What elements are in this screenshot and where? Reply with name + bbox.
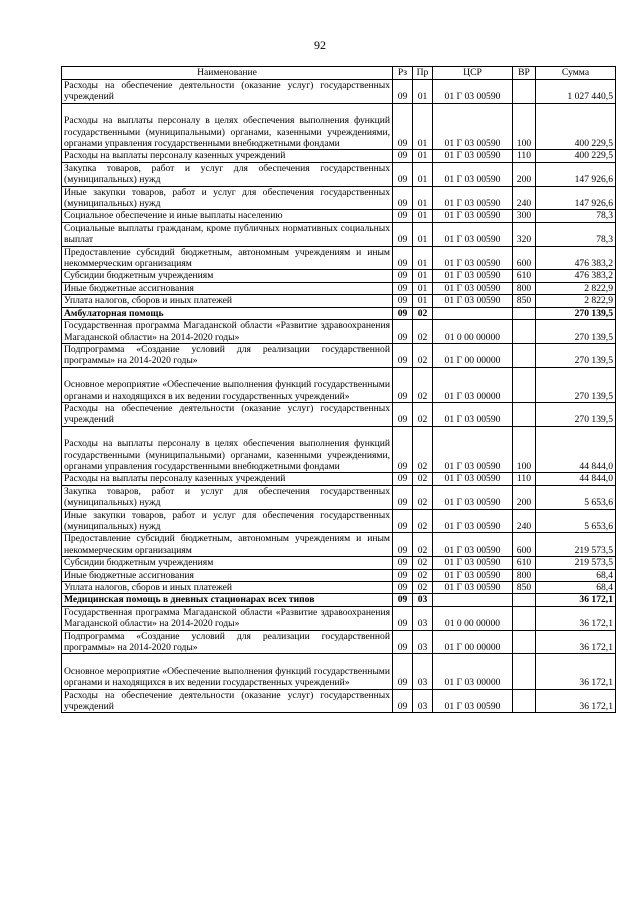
cell-pr: 02 — [413, 581, 433, 593]
page-number: 92 — [314, 38, 326, 52]
table-row — [62, 569, 616, 581]
table-row — [62, 282, 616, 294]
cell-pr: 01 — [413, 246, 433, 270]
cell-rz: 09 — [393, 426, 413, 473]
cell-pr: 02 — [413, 320, 433, 344]
table-row — [62, 320, 616, 344]
cell-name: Расходы на обеспечение деятельности (оказание услуг) государственных учреждений — [62, 689, 393, 713]
cell-csr: 01 Г 03 00590 — [433, 485, 513, 509]
cell-sum: 476 383,2 — [536, 270, 616, 282]
cell-csr: 01 Г 03 00000 — [433, 367, 513, 402]
cell-rz: 09 — [393, 509, 413, 533]
cell-vr: 600 — [513, 246, 536, 270]
cell-sum: 270 139,5 — [536, 307, 616, 319]
header-rz: Рз — [393, 67, 413, 80]
cell-vr: 110 — [513, 150, 536, 162]
cell-sum: 219 573,5 — [536, 557, 616, 569]
cell-pr: 01 — [413, 222, 433, 246]
cell-rz: 09 — [393, 594, 413, 606]
cell-name: Закупка товаров, работ и услуг для обеспечения государственных (муниципальных) нужд — [62, 485, 393, 509]
table-header-row — [62, 67, 616, 80]
cell-name: Государственная программа Магаданской области «Развитие здравоохранения Магаданской области» на 2014-2020 годы» — [62, 320, 393, 344]
cell-name: Социальное обеспечение и иные выплаты населению — [62, 210, 393, 222]
cell-sum: 270 139,5 — [536, 320, 616, 344]
table-row — [62, 80, 616, 104]
cell-rz: 09 — [393, 320, 413, 344]
table-row — [62, 222, 616, 246]
table-row — [62, 270, 616, 282]
cell-name: Медицинская помощь в дневных стационарах всех типов — [62, 594, 393, 606]
header-name: Наименование — [62, 67, 393, 80]
cell-csr — [433, 307, 513, 319]
cell-csr: 01 Г 03 00590 — [433, 295, 513, 307]
cell-name: Иные закупки товаров, работ и услуг для обеспечения государственных (муниципальных) нужд — [62, 186, 393, 210]
cell-vr: 850 — [513, 581, 536, 593]
cell-sum: 400 229,5 — [536, 150, 616, 162]
cell-vr: 200 — [513, 162, 536, 186]
cell-rz: 09 — [393, 473, 413, 485]
cell-sum: 219 573,5 — [536, 533, 616, 557]
cell-name: Расходы на обеспечение деятельности (оказание услуг) государственных учреждений — [62, 80, 393, 104]
cell-csr: 01 0 00 00000 — [433, 320, 513, 344]
table-row — [62, 103, 616, 150]
cell-name: Социальные выплаты гражданам, кроме публичных нормативных социальных выплат — [62, 222, 393, 246]
cell-csr: 01 Г 03 00590 — [433, 210, 513, 222]
cell-pr: 02 — [413, 509, 433, 533]
cell-sum: 36 172,1 — [536, 630, 616, 654]
cell-name: Амбулаторная помощь — [62, 307, 393, 319]
cell-csr: 01 Г 03 00590 — [433, 80, 513, 104]
cell-csr: 01 Г 03 00590 — [433, 557, 513, 569]
header-vr: ВР — [513, 67, 536, 80]
cell-vr: 240 — [513, 509, 536, 533]
cell-csr: 01 Г 03 00590 — [433, 162, 513, 186]
cell-sum: 400 229,5 — [536, 103, 616, 150]
table-row — [62, 473, 616, 485]
cell-name: Уплата налогов, сборов и иных платежей — [62, 295, 393, 307]
cell-vr — [513, 654, 536, 689]
cell-name: Основное мероприятие «Обеспечение выполнения функций государственными органами и находящихся в их ведении государственных учреждений» — [62, 654, 393, 689]
cell-csr: 01 Г 00 00000 — [433, 343, 513, 367]
table-row — [62, 581, 616, 593]
cell-vr: 100 — [513, 426, 536, 473]
cell-name: Иные бюджетные ассигнования — [62, 282, 393, 294]
cell-csr: 01 Г 03 00590 — [433, 150, 513, 162]
cell-vr — [513, 320, 536, 344]
cell-csr: 01 Г 03 00590 — [433, 473, 513, 485]
cell-name: Расходы на обеспечение деятельности (оказание услуг) государственных учреждений — [62, 402, 393, 426]
cell-vr: 610 — [513, 557, 536, 569]
cell-rz: 09 — [393, 689, 413, 713]
cell-sum: 44 844,0 — [536, 473, 616, 485]
cell-vr: 300 — [513, 210, 536, 222]
table-row — [62, 485, 616, 509]
table-row — [62, 150, 616, 162]
cell-name: Иные бюджетные ассигнования — [62, 569, 393, 581]
cell-pr: 01 — [413, 270, 433, 282]
table-row — [62, 307, 616, 319]
table-body — [62, 80, 616, 713]
cell-vr — [513, 402, 536, 426]
cell-name: Предоставление субсидий бюджетным, автономным учреждениям и иным некоммерческим организациям — [62, 246, 393, 270]
table-row — [62, 367, 616, 402]
cell-vr — [513, 307, 536, 319]
cell-vr: 800 — [513, 569, 536, 581]
table-row — [62, 594, 616, 606]
cell-pr: 02 — [413, 426, 433, 473]
cell-pr: 03 — [413, 654, 433, 689]
header-sum: Сумма — [536, 67, 616, 80]
cell-csr: 01 Г 03 00590 — [433, 246, 513, 270]
cell-csr: 01 Г 03 00590 — [433, 426, 513, 473]
cell-vr: 610 — [513, 270, 536, 282]
cell-sum: 5 653,6 — [536, 509, 616, 533]
cell-pr: 02 — [413, 367, 433, 402]
cell-rz: 09 — [393, 557, 413, 569]
table-row — [62, 186, 616, 210]
header-pr: Пр — [413, 67, 433, 80]
cell-sum: 2 822,9 — [536, 282, 616, 294]
table-row — [62, 654, 616, 689]
cell-rz: 09 — [393, 270, 413, 282]
cell-sum: 44 844,0 — [536, 426, 616, 473]
cell-name: Основное мероприятие «Обеспечение выполнения функций государственными органами и находящихся в их ведении государственных учреждений» — [62, 367, 393, 402]
cell-vr: 100 — [513, 103, 536, 150]
cell-sum: 270 139,5 — [536, 367, 616, 402]
cell-sum: 78,3 — [536, 222, 616, 246]
cell-name: Расходы на выплаты персоналу казенных учреждений — [62, 473, 393, 485]
cell-rz: 09 — [393, 606, 413, 630]
cell-pr: 02 — [413, 343, 433, 367]
cell-name: Субсидии бюджетным учреждениям — [62, 270, 393, 282]
cell-vr — [513, 606, 536, 630]
cell-vr: 320 — [513, 222, 536, 246]
cell-rz: 09 — [393, 654, 413, 689]
cell-pr: 02 — [413, 569, 433, 581]
table-row — [62, 689, 616, 713]
cell-vr — [513, 594, 536, 606]
cell-csr: 01 Г 03 00590 — [433, 222, 513, 246]
cell-name: Предоставление субсидий бюджетным, автономным учреждениям и иным некоммерческим организациям — [62, 533, 393, 557]
cell-rz: 09 — [393, 186, 413, 210]
cell-csr: 01 Г 03 00590 — [433, 689, 513, 713]
cell-csr: 01 Г 03 00590 — [433, 402, 513, 426]
cell-rz: 09 — [393, 150, 413, 162]
cell-rz: 09 — [393, 569, 413, 581]
cell-sum: 147 926,6 — [536, 162, 616, 186]
cell-sum: 270 139,5 — [536, 402, 616, 426]
cell-csr: 01 0 00 00000 — [433, 606, 513, 630]
cell-rz: 09 — [393, 343, 413, 367]
cell-rz: 09 — [393, 103, 413, 150]
cell-rz: 09 — [393, 630, 413, 654]
cell-rz: 09 — [393, 246, 413, 270]
cell-rz: 09 — [393, 533, 413, 557]
cell-sum: 36 172,1 — [536, 606, 616, 630]
cell-name: Субсидии бюджетным учреждениям — [62, 557, 393, 569]
cell-rz: 09 — [393, 210, 413, 222]
cell-rz: 09 — [393, 485, 413, 509]
cell-vr — [513, 630, 536, 654]
cell-pr: 01 — [413, 210, 433, 222]
cell-csr: 01 Г 03 00590 — [433, 282, 513, 294]
cell-name: Расходы на выплаты персоналу казенных учреждений — [62, 150, 393, 162]
cell-csr: 01 Г 03 00000 — [433, 654, 513, 689]
cell-sum: 36 172,1 — [536, 689, 616, 713]
cell-rz: 09 — [393, 402, 413, 426]
cell-pr: 03 — [413, 630, 433, 654]
cell-pr: 01 — [413, 282, 433, 294]
table-row — [62, 426, 616, 473]
cell-csr — [433, 594, 513, 606]
cell-sum: 5 653,6 — [536, 485, 616, 509]
cell-pr: 01 — [413, 103, 433, 150]
cell-sum: 36 172,1 — [536, 654, 616, 689]
cell-vr — [513, 689, 536, 713]
cell-sum: 147 926,6 — [536, 186, 616, 210]
cell-rz: 09 — [393, 307, 413, 319]
cell-sum: 2 822,9 — [536, 295, 616, 307]
cell-pr: 01 — [413, 295, 433, 307]
cell-sum: 270 139,5 — [536, 343, 616, 367]
table-row — [62, 402, 616, 426]
cell-csr: 01 Г 03 00590 — [433, 581, 513, 593]
cell-sum: 68,4 — [536, 569, 616, 581]
cell-vr: 110 — [513, 473, 536, 485]
cell-rz: 09 — [393, 222, 413, 246]
cell-rz: 09 — [393, 162, 413, 186]
cell-pr: 03 — [413, 594, 433, 606]
cell-rz: 09 — [393, 295, 413, 307]
table-row — [62, 162, 616, 186]
cell-sum: 1 027 440,5 — [536, 80, 616, 104]
table-row — [62, 343, 616, 367]
cell-rz: 09 — [393, 282, 413, 294]
cell-sum: 36 172,1 — [536, 594, 616, 606]
cell-pr: 02 — [413, 307, 433, 319]
cell-name: Подпрограмма «Создание условий для реализации государственной программы» на 2014-2020 годы» — [62, 343, 393, 367]
cell-csr: 01 Г 03 00590 — [433, 270, 513, 282]
cell-pr: 02 — [413, 533, 433, 557]
table-row — [62, 210, 616, 222]
budget-table — [61, 66, 616, 713]
table-row — [62, 630, 616, 654]
cell-csr: 01 Г 03 00590 — [433, 509, 513, 533]
cell-vr — [513, 343, 536, 367]
cell-pr: 01 — [413, 162, 433, 186]
cell-vr — [513, 367, 536, 402]
cell-name: Подпрограмма «Создание условий для реализации государственной программы» на 2014-2020 годы» — [62, 630, 393, 654]
cell-name: Иные закупки товаров, работ и услуг для обеспечения государственных (муниципальных) нужд — [62, 509, 393, 533]
cell-name: Государственная программа Магаданской области «Развитие здравоохранения Магаданской области» на 2014-2020 годы» — [62, 606, 393, 630]
cell-vr: 850 — [513, 295, 536, 307]
cell-sum: 68,4 — [536, 581, 616, 593]
cell-pr: 01 — [413, 150, 433, 162]
cell-pr: 01 — [413, 80, 433, 104]
cell-name: Уплата налогов, сборов и иных платежей — [62, 581, 393, 593]
cell-pr: 03 — [413, 606, 433, 630]
cell-rz: 09 — [393, 367, 413, 402]
cell-vr: 240 — [513, 186, 536, 210]
table-row — [62, 295, 616, 307]
cell-pr: 03 — [413, 689, 433, 713]
table-row — [62, 606, 616, 630]
cell-csr: 01 Г 00 00000 — [433, 630, 513, 654]
cell-sum: 476 383,2 — [536, 246, 616, 270]
cell-vr — [513, 80, 536, 104]
cell-csr: 01 Г 03 00590 — [433, 569, 513, 581]
cell-csr: 01 Г 03 00590 — [433, 103, 513, 150]
cell-sum: 78,3 — [536, 210, 616, 222]
cell-vr: 800 — [513, 282, 536, 294]
cell-rz: 09 — [393, 80, 413, 104]
table-row — [62, 246, 616, 270]
cell-pr: 02 — [413, 402, 433, 426]
cell-vr: 200 — [513, 485, 536, 509]
table-row — [62, 509, 616, 533]
header-csr: ЦСР — [433, 67, 513, 80]
cell-pr: 02 — [413, 473, 433, 485]
cell-rz: 09 — [393, 581, 413, 593]
cell-name: Расходы на выплаты персоналу в целях обеспечения выполнения функций государственными (муниципальными) органами, казенными учреждениями, органами управления государственными внебюджетными фондами — [62, 426, 393, 473]
cell-pr: 01 — [413, 186, 433, 210]
cell-vr: 600 — [513, 533, 536, 557]
cell-pr: 02 — [413, 485, 433, 509]
table-row — [62, 533, 616, 557]
cell-pr: 02 — [413, 557, 433, 569]
cell-name: Расходы на выплаты персоналу в целях обеспечения выполнения функций государственными (муниципальными) органами, казенными учреждениями, органами управления государственными внебюджетными фондами — [62, 103, 393, 150]
cell-csr: 01 Г 03 00590 — [433, 533, 513, 557]
cell-name: Закупка товаров, работ и услуг для обеспечения государственных (муниципальных) нужд — [62, 162, 393, 186]
cell-csr: 01 Г 03 00590 — [433, 186, 513, 210]
table-row — [62, 557, 616, 569]
